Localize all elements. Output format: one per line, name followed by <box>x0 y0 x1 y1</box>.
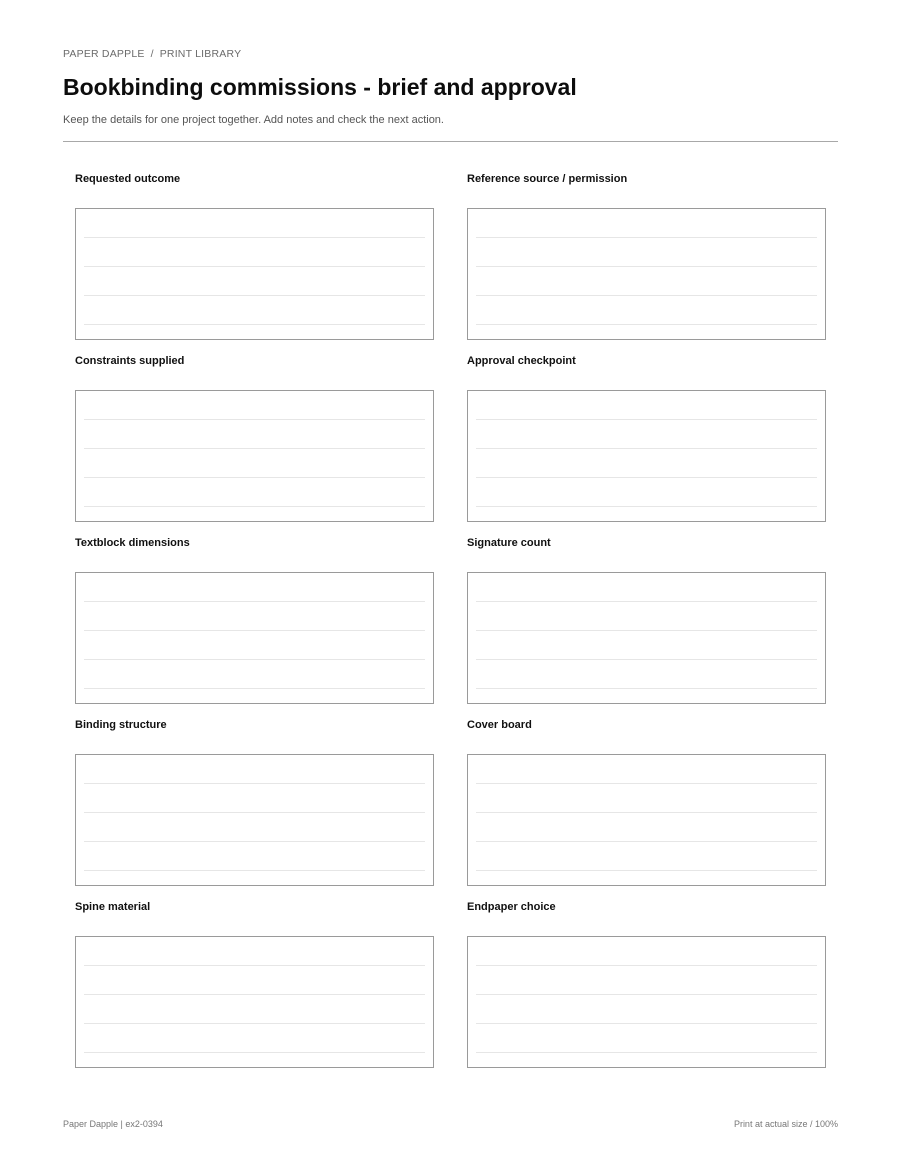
writing-line <box>84 601 425 602</box>
field-label: Textblock dimensions <box>75 537 190 549</box>
writing-line <box>84 812 425 813</box>
footer-document-id: Paper Dapple | ex2-0394 <box>63 1119 163 1129</box>
field-textblock-dimensions <box>75 536 434 704</box>
notes-box[interactable] <box>467 754 826 886</box>
writing-line <box>476 688 817 689</box>
writing-line <box>476 266 817 267</box>
notes-box[interactable] <box>75 572 434 704</box>
field-label: Signature count <box>467 537 551 549</box>
writing-line <box>84 841 425 842</box>
writing-line <box>476 630 817 631</box>
writing-line <box>476 1023 817 1024</box>
notes-box[interactable] <box>75 936 434 1068</box>
writing-line <box>476 1052 817 1053</box>
form-fields-grid <box>75 172 826 1068</box>
writing-line <box>84 506 425 507</box>
writing-line <box>476 783 817 784</box>
notes-box[interactable] <box>75 390 434 522</box>
field-label: Reference source / permission <box>467 173 628 185</box>
writing-line <box>84 1052 425 1053</box>
writing-line <box>84 1023 425 1024</box>
writing-line <box>84 870 425 871</box>
writing-line <box>476 477 817 478</box>
writing-line <box>84 783 425 784</box>
writing-line <box>476 295 817 296</box>
notes-box[interactable] <box>75 208 434 340</box>
writing-line <box>84 295 425 296</box>
field-label: Requested outcome <box>75 173 181 185</box>
writing-line <box>476 506 817 507</box>
page-title: Bookbinding commissions - brief and approval <box>63 74 577 100</box>
writing-line <box>84 688 425 689</box>
breadcrumb-separator: / <box>150 48 154 60</box>
header-divider <box>63 141 838 142</box>
writing-line <box>476 870 817 871</box>
writing-line <box>84 630 425 631</box>
field-cover-board <box>467 718 826 886</box>
field-constraints-supplied <box>75 354 434 522</box>
writing-line <box>476 237 817 238</box>
breadcrumb-current[interactable]: PRINT LIBRARY <box>159 48 242 60</box>
field-label: Approval checkpoint <box>467 355 576 367</box>
footer-print-note: Print at actual size / 100% <box>733 1119 838 1129</box>
writing-line <box>84 659 425 660</box>
breadcrumb-parent[interactable]: PAPER DAPPLE <box>63 48 145 60</box>
field-label: Endpaper choice <box>467 901 556 913</box>
field-binding-structure <box>75 718 434 886</box>
writing-line <box>476 965 817 966</box>
writing-line <box>476 841 817 842</box>
field-label: Cover board <box>467 719 532 731</box>
writing-line <box>476 812 817 813</box>
field-label: Spine material <box>75 901 151 913</box>
field-label: Constraints supplied <box>75 355 185 367</box>
page-subtitle: Keep the details for one project together. Add notes and check the next action. <box>63 114 444 126</box>
writing-line <box>84 266 425 267</box>
notes-box[interactable] <box>467 572 826 704</box>
field-endpaper-choice <box>467 900 826 1068</box>
field-reference-source-permission <box>467 172 826 340</box>
writing-line <box>84 448 425 449</box>
writing-line <box>84 419 425 420</box>
writing-line <box>84 477 425 478</box>
writing-line <box>476 324 817 325</box>
notes-box[interactable] <box>467 208 826 340</box>
writing-line <box>476 659 817 660</box>
breadcrumb <box>63 48 241 60</box>
field-signature-count <box>467 536 826 704</box>
notes-box[interactable] <box>75 754 434 886</box>
writing-line <box>476 448 817 449</box>
field-requested-outcome <box>75 172 434 340</box>
writing-line <box>476 601 817 602</box>
writing-line <box>84 965 425 966</box>
field-spine-material <box>75 900 434 1068</box>
field-label: Binding structure <box>75 719 167 731</box>
notes-box[interactable] <box>467 936 826 1068</box>
writing-line <box>476 994 817 995</box>
writing-line <box>84 994 425 995</box>
writing-line <box>84 237 425 238</box>
field-approval-checkpoint <box>467 354 826 522</box>
notes-box[interactable] <box>467 390 826 522</box>
writing-line <box>84 324 425 325</box>
writing-line <box>476 419 817 420</box>
